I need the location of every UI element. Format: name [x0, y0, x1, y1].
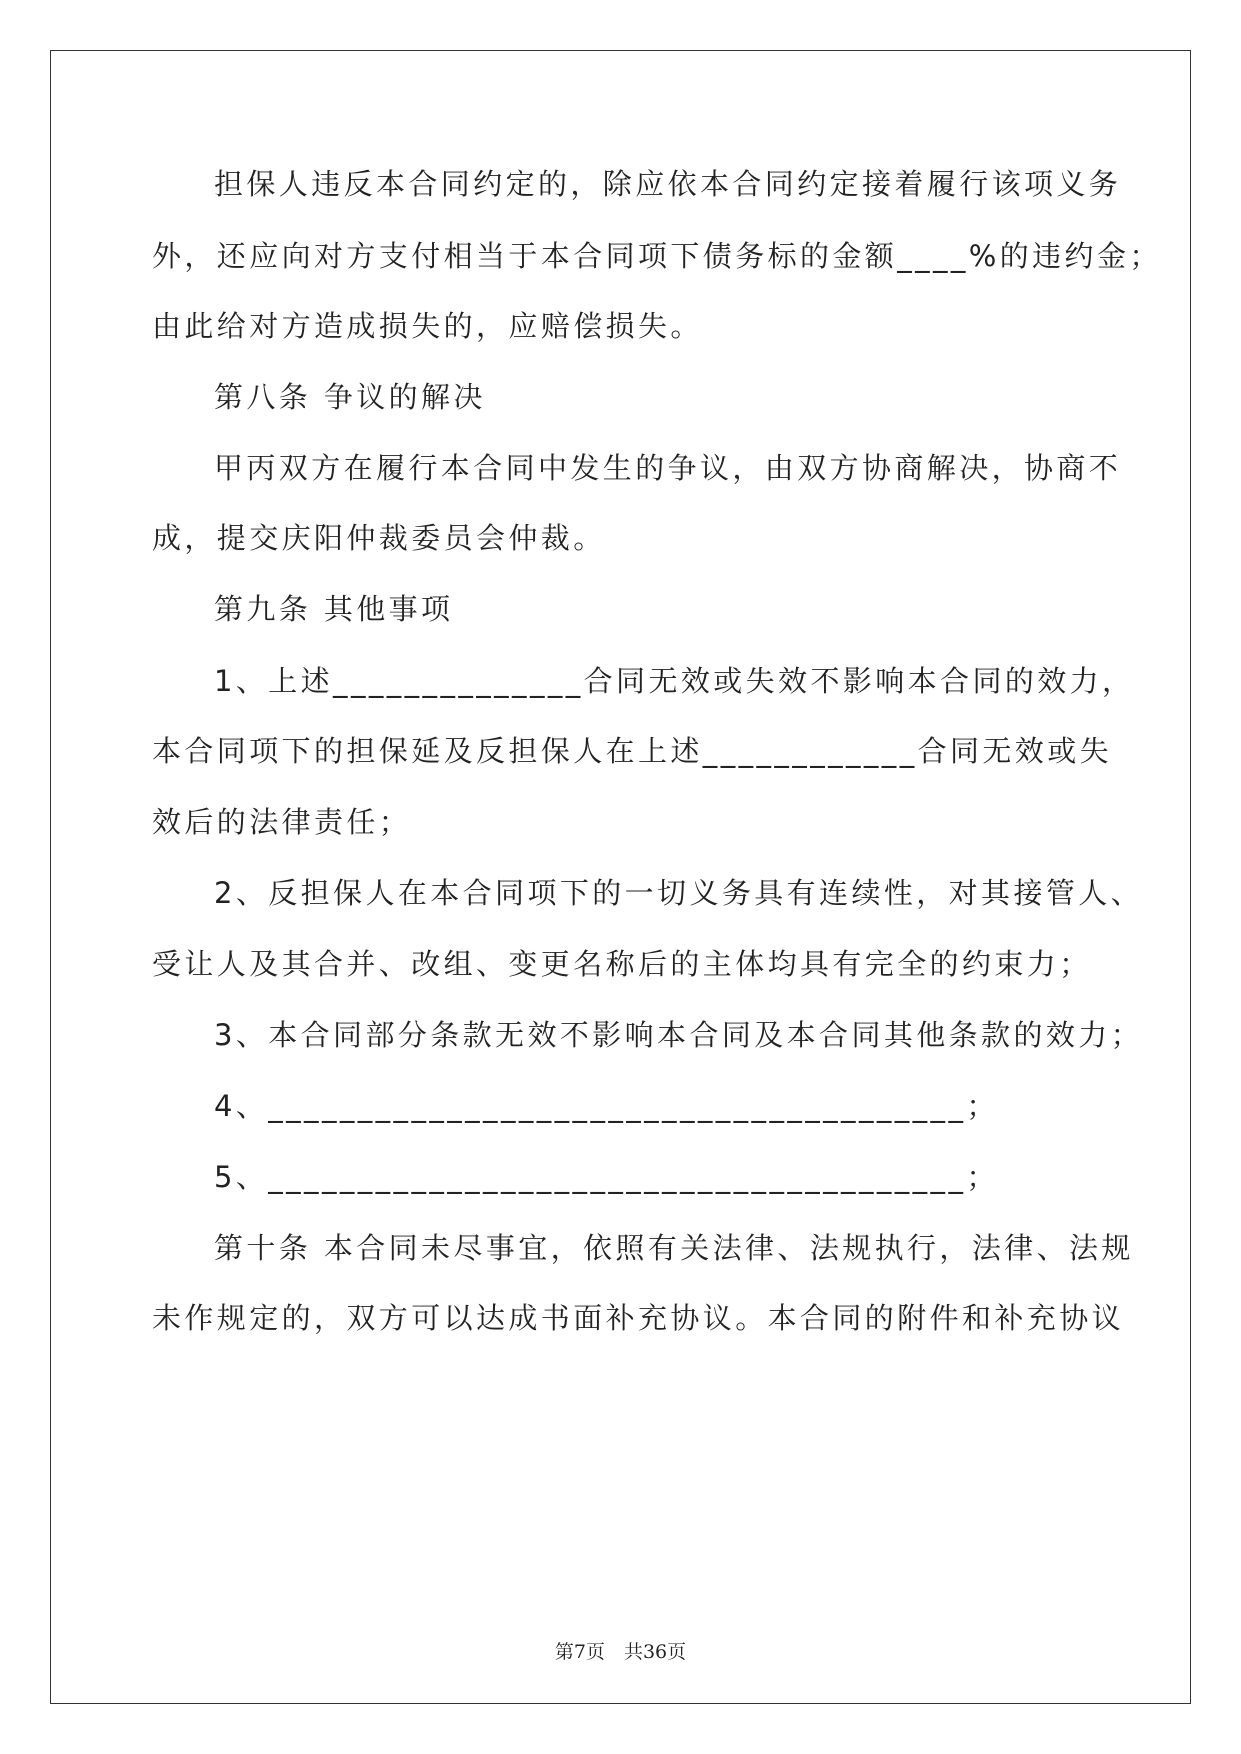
paragraph-line: 本合同项下的担保延及反担保人在上述____________合同无效或失 — [152, 734, 1113, 768]
article-heading-9: 第九条 其他事项 — [214, 592, 454, 626]
page-number-footer: 第7页 共36页 — [554, 1641, 687, 1663]
list-item-3: 3、本合同部分条款无效不影响本合同及本合同其他条款的效力； — [214, 1018, 1144, 1052]
paragraph-line: 甲丙双方在履行本合同中发生的争议，由双方协商解决，协商不 — [214, 451, 1122, 485]
paragraph-line: 外，还应向对方支付相当于本合同项下债务标的金额____%的违约金； — [152, 239, 1162, 273]
article-heading-10: 第十条 本合同未尽事宜，依照有关法律、法规执行，法律、法规 — [214, 1231, 1134, 1265]
list-item-5: 5、_______________________________________； — [214, 1160, 999, 1194]
paragraph-line: 未作规定的，双方可以达成书面补充协议。本合同的附件和补充协议 — [152, 1301, 1125, 1335]
paragraph-line: 受让人及其合并、改组、变更名称后的主体均具有完全的约束力； — [152, 947, 1092, 981]
list-item-4: 4、_______________________________________； — [214, 1089, 999, 1123]
list-item-2: 2、反担保人在本合同项下的一切义务具有连续性，对其接管人、 — [214, 876, 1144, 910]
list-item-1: 1、上述______________合同无效或失效不影响本合同的效力， — [214, 664, 1135, 698]
paragraph-line: 由此给对方造成损失的，应赔偿损失。 — [152, 309, 703, 343]
paragraph-line: 担保人违反本合同约定的，除应依本合同约定接着履行该项义务 — [214, 167, 1122, 201]
paragraph-line: 效后的法律责任； — [152, 805, 412, 839]
paragraph-line: 成，提交庆阳仲裁委员会仲裁。 — [152, 521, 606, 555]
article-heading-8: 第八条 争议的解决 — [214, 380, 486, 414]
